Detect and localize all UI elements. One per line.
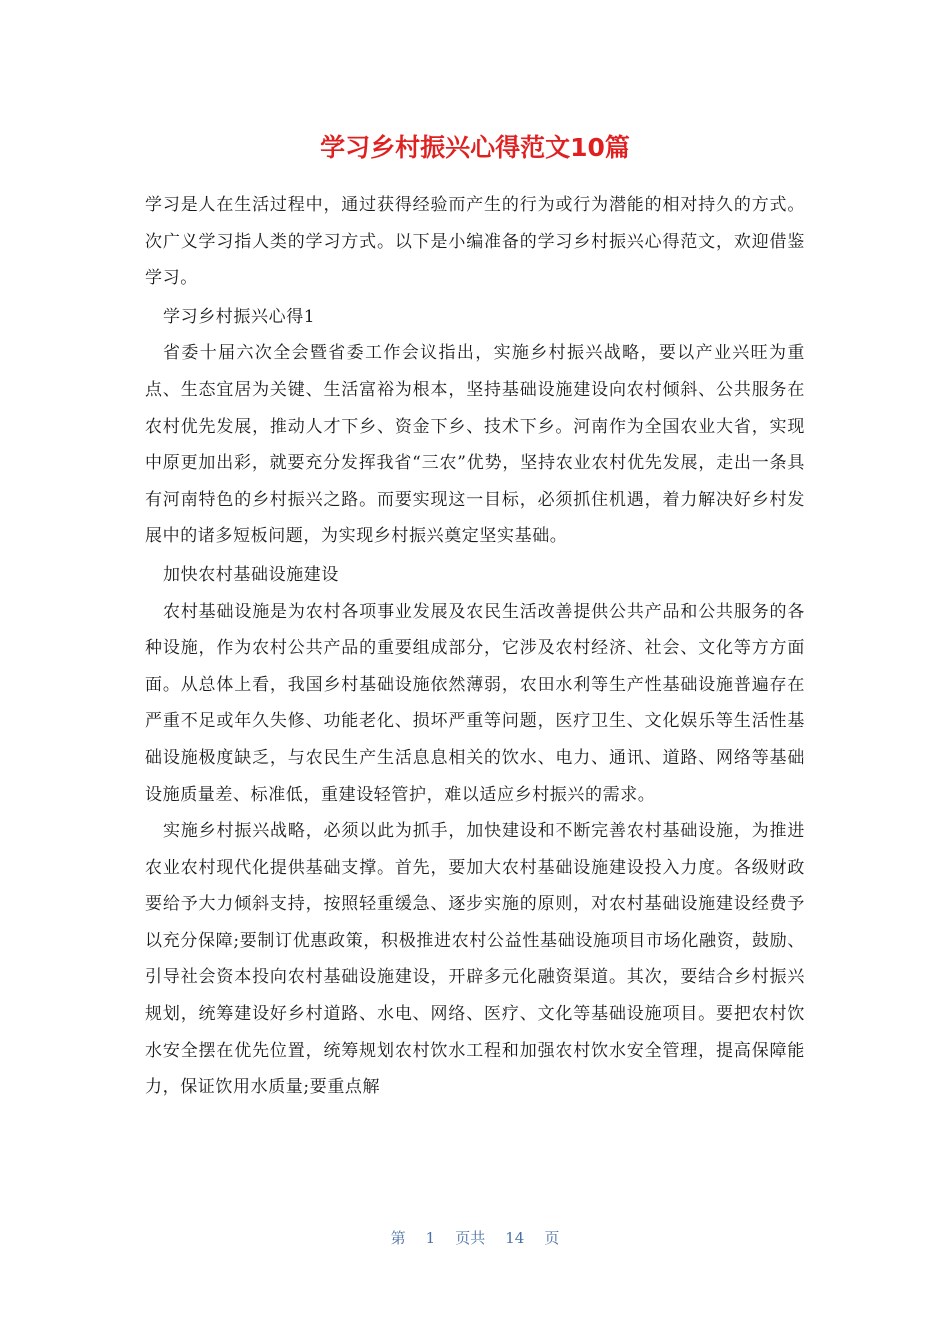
body-paragraph: 农村基础设施是为农村各项事业发展及农民生活改善提供公共产品和公共服务的各种设施，作为农村公共产品的重要组成部分，它涉及农村经济、社会、文化等方方面面。从总体上看，我国乡村基础设施依然薄弱，农田水利等生产性基础设施普遍存在严重不足或年久失修、功能老化、损坏严重等问题，医疗卫生、文化娱乐等生活性基础设施极度缺乏，与农民生产生活息息相关的饮水、电力、通讯、道路、网络等基础设施质量差、标准低，重建设轻管护，难以适应乡村振兴的需求。	[145, 601, 805, 805]
page-label: 第	[390, 1229, 406, 1247]
body-paragraph: 实施乡村振兴战略，必须以此为抓手，加快建设和不断完善农村基础设施，为推进农业农村现代化提供基础支撑。首先，要加大农村基础设施建设投入力度。各级财政要给予大力倾斜支持，按照轻重缓急、逐步实施的原则，对农村基础设施建设经费予以充分保障;要制订优惠政策，积极推进农村公益性基础设施项目市场化融资，鼓励、引导社会资本投向农村基础设施建设，开辟多元化融资渠道。其次，要结合乡村振兴规划，统筹建设好乡村道路、水电、网络、医疗、文化等基础设施项目。要把农村饮水安全摆在优先位置，统筹规划农村饮水工程和加强农村饮水安全管理，提高保障能力，保证饮用水质量;要重点解	[145, 821, 805, 1098]
page-footer	[0, 1226, 950, 1250]
section-heading: 加快农村基础设施建设	[163, 564, 339, 585]
body-paragraph: 省委十届六次全会暨省委工作会议指出，实施乡村振兴战略，要以产业兴旺为重点、生态宜居为关键、生活富裕为根本，坚持基础设施建设向农村倾斜、公共服务在农村优先发展，推动人才下乡、资金下乡、技术下乡。河南作为全国农业大省，实现中原更加出彩，就要充分发挥我省“三农”优势，坚持农业农村优先发展，走出一条具有河南特色的乡村振兴之路。而要实现这一目标，必须抓住机遇，着力解决好乡村发展中的诸多短板问题，为实现乡村振兴奠定坚实基础。	[145, 343, 805, 547]
page-label: 页共	[455, 1229, 486, 1247]
intro-paragraph: 学习是人在生活过程中，通过获得经验而产生的行为或行为潜能的相对持久的方式。次广义学习指人类的学习方式。以下是小编准备的学习乡村振兴心得范文，欢迎借鉴学习。	[145, 195, 805, 289]
section-heading: 学习乡村振兴心得1	[163, 306, 316, 327]
page-label: 页	[544, 1229, 560, 1247]
total-pages: 14	[505, 1229, 525, 1247]
page-title: 学习乡村振兴心得范文10篇	[320, 133, 630, 162]
document-body	[145, 187, 805, 1106]
page-number: 1	[425, 1229, 436, 1247]
